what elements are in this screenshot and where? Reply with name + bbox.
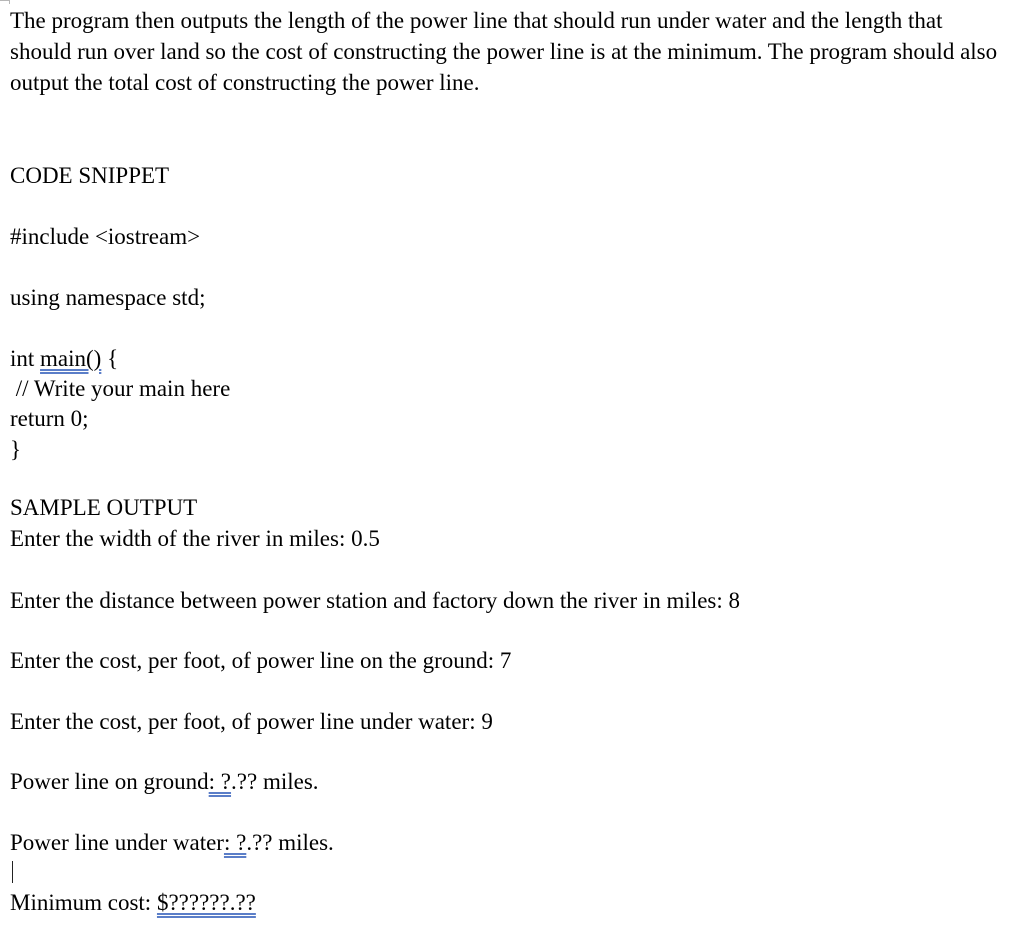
intro-paragraph: The program then outputs the length of the power line that should run under water and the length that should run over land so the cost of constructing the power line is at the minimum. The program should also output the total cost of constructing the power line. [10,8,1003,95]
code-main-line [10,344,118,374]
code-using-line: using namespace std; [10,285,206,310]
text-cursor [12,861,13,883]
ground-result-label: Power line on ground [10,769,209,794]
page-corner-mark [0,0,10,4]
sample-water-result-line [10,828,334,858]
sample-cost-water-line: Enter the cost, per foot, of power line under water: 9 [10,709,493,734]
sample-ground-result-line [10,767,319,797]
sample-distance-line: Enter the distance between power station and factory down the river in miles: 8 [10,588,741,613]
sample-cost-ground-line: Enter the cost, per foot, of power line on the ground: 7 [10,648,512,673]
sample-river-width-line: Enter the width of the river in miles: 0.5 [10,526,380,551]
min-cost-label: Minimum cost: [10,890,157,915]
sample-min-cost-line [10,888,256,918]
ground-result-value: : ? [208,769,232,794]
code-return-line: return 0; [10,406,89,431]
code-close-brace-line: } [10,437,22,462]
code-main-keyword: int [10,346,41,371]
water-result-value: : ? [223,830,247,855]
min-cost-value: $??????.?? [156,890,256,915]
code-snippet-heading: CODE SNIPPET [10,163,170,188]
code-main-brace: { [101,346,119,371]
ground-result-unit: .?? miles. [231,769,319,794]
code-comment-line: // Write your main here [10,376,231,401]
code-include-line: #include <iostream> [10,224,201,249]
code-main-name: main() [40,346,102,371]
water-result-label: Power line under water [10,830,224,855]
water-result-unit: .?? miles. [246,830,334,855]
sample-output-heading: SAMPLE OUTPUT [10,495,198,520]
